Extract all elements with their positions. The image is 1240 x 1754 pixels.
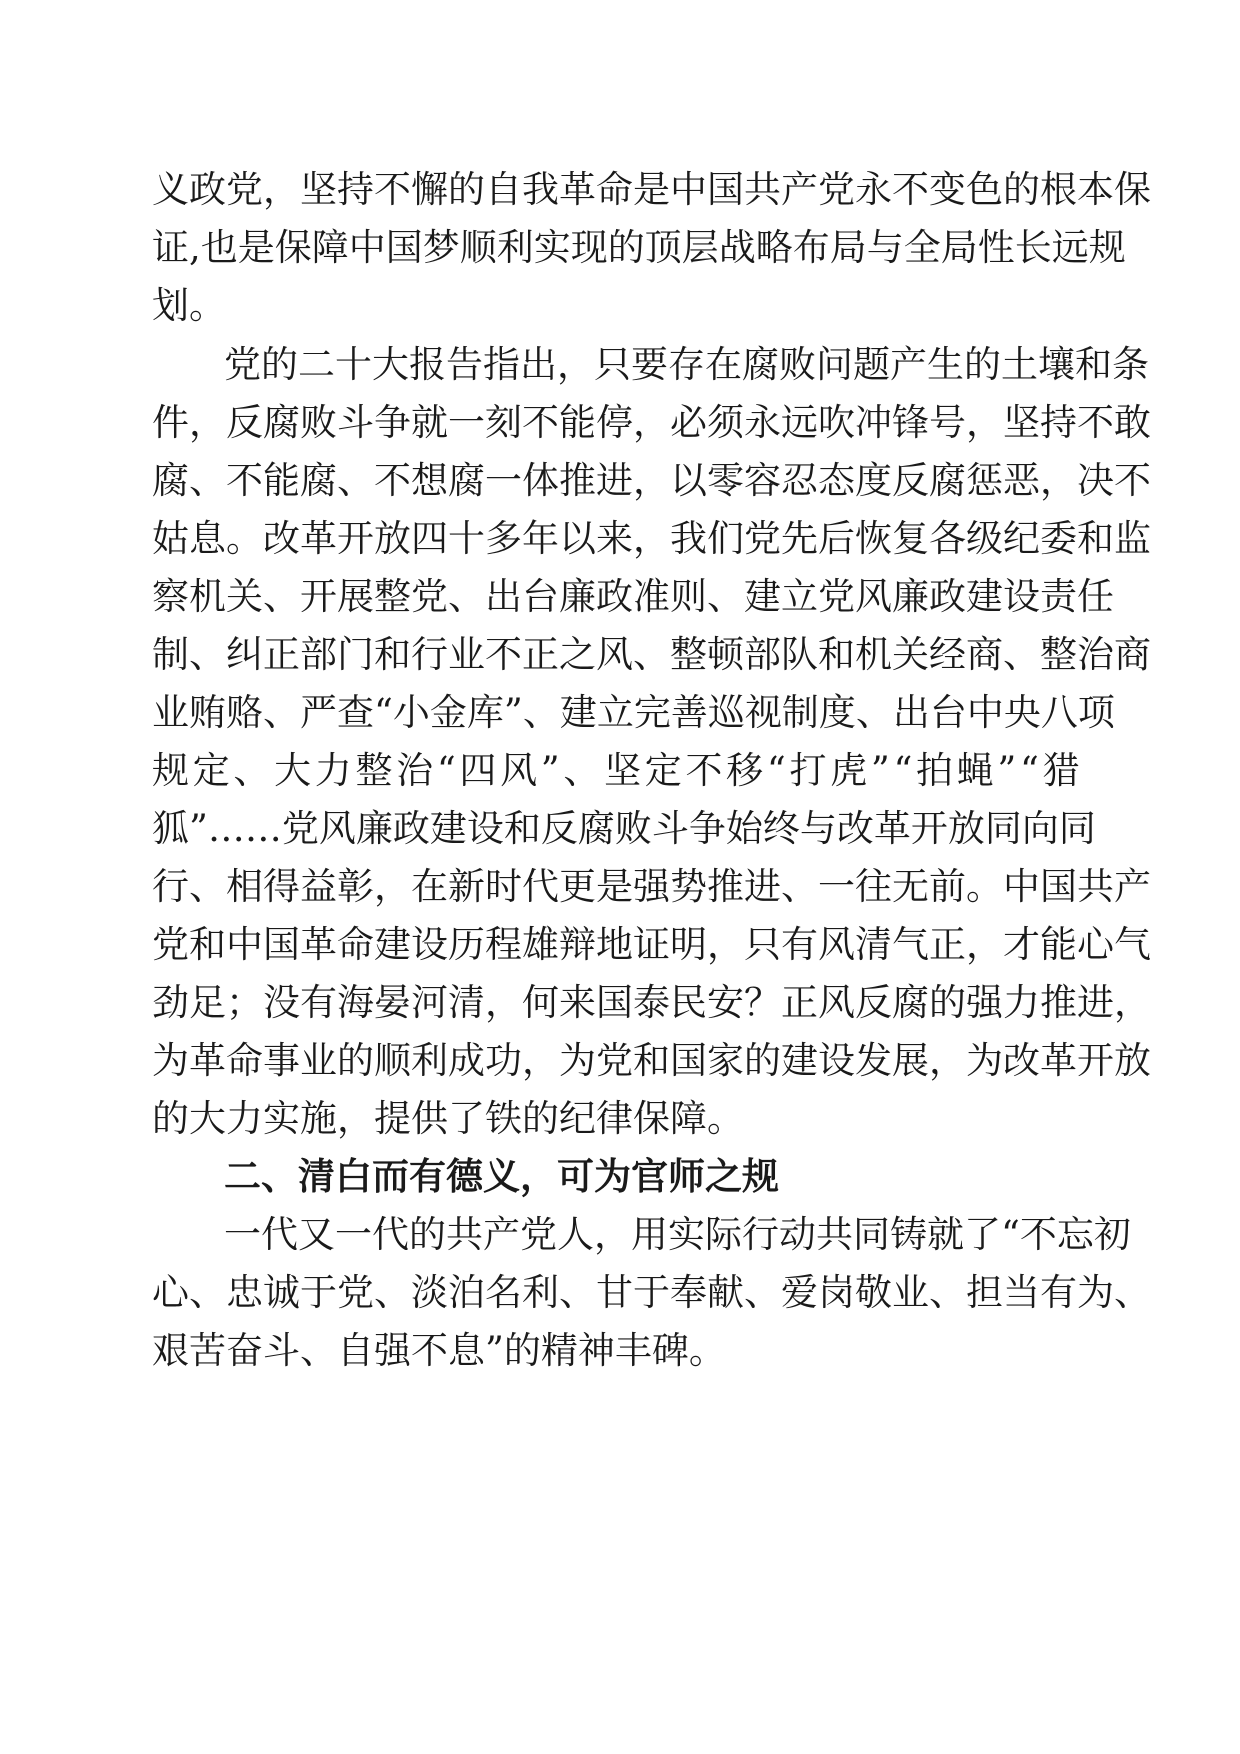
- text-line: 察 机 关 、 开 展 整 党 、 出 台 廉 政 准 则 、 建 立 党 风 廉 政 建 设 责 任: [152, 575, 1114, 618]
- text-line: 件 ， 反 腐 败 斗 争 就 一 刻 不 能 停 ， 必 须 永 远 吹 冲 锋 号 ， 坚 持 不 敢: [152, 401, 1151, 444]
- text-line: 规 定 、 大 力 整 治 “ 四 风 ” 、 坚 定 不 移 “ 打 虎 ” “ 拍 蝇 ” “ 猎: [152, 749, 1080, 792]
- text-line: 行 、 相 得 益 彰 ， 在 新 时 代 更 是 强 势 推 进 、 一 往 无 前 。 中 国 共 产: [152, 865, 1151, 908]
- text-line: 义 政 党 ， 坚 持 不 懈 的 自 我 革 命 是 中 国 共 产 党 永 不 变 色 的 根 本 保: [152, 168, 1151, 211]
- text-line: 业 贿 赂 、 严 查 “ 小 金 库 ” 、 建 立 完 善 巡 视 制 度 、 出 台 中 央 八 项: [152, 691, 1115, 734]
- text-line: 劲 足 ； 没 有 海 晏 河 清 ， 何 来 国 泰 民 安 ？ 正 风 反 腐 的 强 力 推 进 ，: [152, 981, 1151, 1024]
- text-line: 姑 息 。 改 革 开 放 四 十 多 年 以 来 ， 我 们 党 先 后 恢 复 各 级 纪 委 和 监: [152, 517, 1151, 560]
- text-line: 的大力实施，提供了铁的纪律保障。: [152, 1097, 744, 1140]
- text-line: 制 、 纠 正 部 门 和 行 业 不 正 之 风 、 整 顿 部 队 和 机 关 经 商 、 整 治 商: [152, 633, 1151, 676]
- text-line: 为 革 命 事 业 的 顺 利 成 功 ， 为 党 和 国 家 的 建 设 发 展 ， 为 改 革 开 放: [152, 1039, 1151, 1082]
- text-line: 腐 、 不 能 腐 、 不 想 腐 一 体 推 进 ， 以 零 容 忍 态 度 反 腐 惩 恶 ， 决 不: [152, 459, 1151, 502]
- text-line: 证 , 也 是 保 障 中 国 梦 顺 利 实 现 的 顶 层 战 略 布 局 与 全 局 性 长 远 规: [152, 226, 1126, 269]
- text-line: 狐 ” … … 党 风 廉 政 建 设 和 反 腐 败 斗 争 始 终 与 改 革 开 放 同 向 同: [152, 807, 1096, 850]
- text-line: 党 的 二 十 大 报 告 指 出 ， 只 要 存 在 腐 败 问 题 产 生 的 土 壤 和 条: [224, 343, 1149, 386]
- text-line: 划。: [152, 284, 226, 327]
- section-heading: 二、清白而有德义，可为官师之规: [224, 1155, 779, 1198]
- text-line: 心 、 忠 诚 于 党 、 淡 泊 名 利 、 甘 于 奉 献 、 爱 岗 敬 业 、 担 当 有 为 、: [152, 1271, 1151, 1314]
- text-line: 党 和 中 国 革 命 建 设 历 程 雄 辩 地 证 明 ， 只 有 风 清 气 正 ， 才 能 心 气: [152, 923, 1151, 966]
- text-line: 艰苦奋斗、自强不息”的精神丰碑。: [152, 1329, 726, 1372]
- text-line: 一 代 又 一 代 的 共 产 党 人 ， 用 实 际 行 动 共 同 铸 就 了 “ 不 忘 初: [224, 1213, 1131, 1256]
